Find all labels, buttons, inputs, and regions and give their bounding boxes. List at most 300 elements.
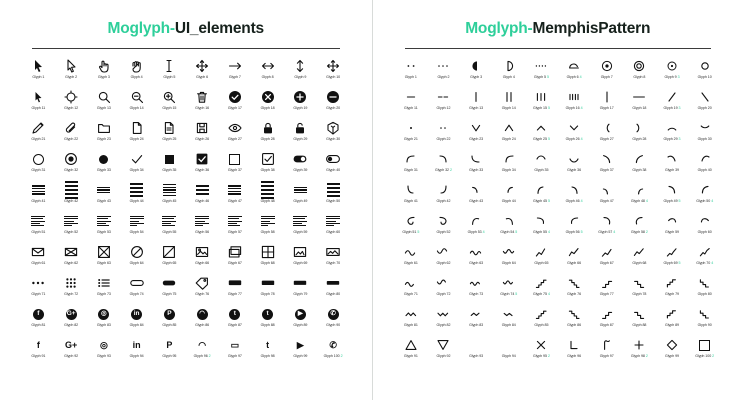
glyph-cell[interactable] bbox=[284, 117, 317, 148]
glyph-cell[interactable] bbox=[492, 334, 525, 365]
glyph-caption-number: Glyph 75 bbox=[162, 292, 177, 296]
glyph-caption-number: Glyph 65 bbox=[534, 261, 549, 265]
glyph-cell[interactable] bbox=[317, 303, 350, 334]
glyph-cell[interactable] bbox=[22, 179, 55, 210]
glyph-caption-number: Glyph 11 bbox=[31, 106, 46, 110]
glyph-cell[interactable] bbox=[395, 55, 428, 86]
glyph-caption bbox=[130, 355, 144, 359]
glyph-cell[interactable] bbox=[525, 55, 558, 86]
glyph-cell[interactable] bbox=[688, 210, 721, 241]
glyph-cell[interactable] bbox=[88, 148, 121, 179]
glyph-cell[interactable] bbox=[251, 241, 284, 272]
glyph-cell[interactable] bbox=[120, 303, 153, 334]
pinterest-icon: P bbox=[166, 339, 173, 350]
glyph-cell[interactable] bbox=[55, 210, 88, 241]
image-wide-icon bbox=[317, 243, 350, 261]
glyph-cell[interactable] bbox=[427, 148, 460, 179]
circle-outline-icon bbox=[22, 150, 55, 168]
glyph-cell[interactable] bbox=[623, 272, 656, 303]
glyph-cell[interactable] bbox=[525, 303, 558, 334]
glyph-caption-number: Glyph 27 bbox=[599, 137, 614, 141]
glyph-cell[interactable] bbox=[22, 148, 55, 179]
glyph-cell[interactable] bbox=[558, 148, 591, 179]
glyph-cell[interactable] bbox=[22, 55, 55, 86]
glyph-cell[interactable] bbox=[460, 55, 493, 86]
glyph-cell[interactable] bbox=[656, 55, 689, 86]
glyph-cell[interactable] bbox=[55, 303, 88, 334]
glyph-cell[interactable] bbox=[623, 117, 656, 148]
staircase-2-icon bbox=[558, 305, 591, 323]
glyph-caption bbox=[632, 324, 646, 328]
glyph-cell[interactable] bbox=[153, 179, 186, 210]
hook-8-icon bbox=[623, 181, 656, 199]
glyph-caption-number: Glyph 38 bbox=[632, 168, 647, 172]
glyph-caption-number: Glyph 80 bbox=[697, 292, 712, 296]
glyph-cell[interactable] bbox=[460, 334, 493, 365]
glyph-cell[interactable] bbox=[251, 86, 284, 117]
glyph-caption bbox=[567, 355, 581, 359]
glyph-cell[interactable] bbox=[88, 86, 121, 117]
glyph-cell[interactable] bbox=[88, 241, 121, 272]
glyph-caption bbox=[404, 355, 418, 359]
glyph-caption-number: Glyph 6 bbox=[566, 75, 579, 79]
glyph-cell[interactable] bbox=[427, 86, 460, 117]
glyph-cell[interactable] bbox=[55, 117, 88, 148]
glyph-cell[interactable] bbox=[656, 210, 689, 241]
glyph-caption bbox=[533, 293, 550, 297]
glyph-cell[interactable] bbox=[186, 148, 219, 179]
curve-9-icon bbox=[656, 150, 689, 168]
glyph-caption bbox=[261, 355, 275, 359]
zigzag-rise-6-icon bbox=[688, 243, 721, 261]
pinterest-circle-icon: P bbox=[153, 305, 186, 323]
glyph-cell[interactable] bbox=[492, 241, 525, 272]
glyph-cell[interactable] bbox=[219, 148, 252, 179]
glyph-caption-number: Glyph 56 bbox=[565, 230, 580, 234]
glyph-cell[interactable] bbox=[120, 272, 153, 303]
glyph-cell[interactable] bbox=[55, 241, 88, 272]
glyph-cell[interactable] bbox=[427, 210, 460, 241]
glyph-cell[interactable] bbox=[317, 179, 350, 210]
glyph-caption bbox=[600, 355, 614, 359]
glyph-cell[interactable] bbox=[623, 241, 656, 272]
glyph-cell[interactable] bbox=[623, 210, 656, 241]
glyph-cell[interactable] bbox=[219, 86, 252, 117]
glyph-cell[interactable] bbox=[284, 179, 317, 210]
glyph-cell[interactable] bbox=[395, 117, 428, 148]
glyph-cell[interactable] bbox=[153, 303, 186, 334]
glyph-cell[interactable] bbox=[251, 210, 284, 241]
glyph-caption-tag: 5 bbox=[678, 199, 681, 203]
glyph-cell[interactable] bbox=[558, 272, 591, 303]
glyph-cell[interactable] bbox=[623, 86, 656, 117]
glyph-cell[interactable] bbox=[558, 55, 591, 86]
glyph-cell[interactable] bbox=[22, 334, 55, 365]
glyph-cell[interactable] bbox=[153, 55, 186, 86]
glyph-caption bbox=[262, 76, 274, 80]
glyph-cell[interactable] bbox=[317, 55, 350, 86]
dots-grid-icon bbox=[55, 274, 88, 292]
glyph-caption bbox=[502, 107, 516, 111]
envelope-icon bbox=[22, 243, 55, 261]
glyph-cell[interactable] bbox=[88, 210, 121, 241]
glyph-cell[interactable] bbox=[395, 241, 428, 272]
glyph-cell[interactable] bbox=[120, 179, 153, 210]
glyph-cell[interactable] bbox=[219, 210, 252, 241]
glyph-cell[interactable] bbox=[590, 303, 623, 334]
glyph-cell[interactable] bbox=[284, 210, 317, 241]
glyph-cell[interactable] bbox=[427, 303, 460, 334]
glyph-cell[interactable] bbox=[590, 210, 623, 241]
glyph-cell[interactable] bbox=[395, 148, 428, 179]
glyph-caption bbox=[195, 324, 209, 328]
glyph-cell[interactable] bbox=[558, 334, 591, 365]
linkedin-circle-icon: in bbox=[120, 305, 153, 323]
glyph-cell[interactable] bbox=[525, 117, 558, 148]
glyph-cell[interactable] bbox=[395, 210, 428, 241]
glyph-cell[interactable] bbox=[688, 55, 721, 86]
glyph-cell[interactable] bbox=[492, 117, 525, 148]
glyph-cell[interactable] bbox=[492, 272, 525, 303]
glyph-cell[interactable] bbox=[55, 272, 88, 303]
glyph-cell[interactable] bbox=[492, 55, 525, 86]
glyph-cell[interactable] bbox=[688, 148, 721, 179]
glyph-cell[interactable] bbox=[22, 210, 55, 241]
glyph-cell[interactable] bbox=[186, 210, 219, 241]
panel-title-name: MemphisPattern bbox=[532, 20, 651, 37]
glyph-cell[interactable] bbox=[251, 303, 284, 334]
glyph-cell[interactable] bbox=[317, 148, 350, 179]
glyph-caption bbox=[469, 138, 483, 142]
glyph-caption-number: Glyph 61 bbox=[31, 261, 46, 265]
glyph-cell[interactable] bbox=[492, 179, 525, 210]
glyph-cell[interactable] bbox=[460, 303, 493, 334]
glyph-cell[interactable] bbox=[153, 210, 186, 241]
glyph-cell[interactable] bbox=[525, 241, 558, 272]
glyph-cell[interactable] bbox=[590, 148, 623, 179]
glyph-cell[interactable] bbox=[427, 55, 460, 86]
glyph-caption-number: Glyph 69 bbox=[293, 261, 308, 265]
diamond-outline-icon bbox=[656, 336, 689, 354]
glyph-cell[interactable] bbox=[688, 334, 721, 365]
glyph-cell[interactable] bbox=[688, 117, 721, 148]
glyph-cell[interactable] bbox=[623, 334, 656, 365]
glyph-cell[interactable] bbox=[688, 179, 721, 210]
glyph-cell[interactable] bbox=[590, 86, 623, 117]
glyph-caption bbox=[31, 200, 45, 204]
glyph-cell[interactable] bbox=[22, 86, 55, 117]
glyph-cell[interactable] bbox=[525, 86, 558, 117]
glyph-cell[interactable] bbox=[427, 179, 460, 210]
glyph-caption bbox=[130, 200, 144, 204]
glyph-caption bbox=[64, 107, 78, 111]
glyph-cell[interactable] bbox=[153, 241, 186, 272]
steps-1-icon bbox=[525, 274, 558, 292]
glyph-caption bbox=[261, 324, 275, 328]
glyph-cell[interactable] bbox=[120, 117, 153, 148]
glyph-cell[interactable] bbox=[55, 179, 88, 210]
glyph-cell[interactable] bbox=[153, 148, 186, 179]
glyph-caption-number: Glyph 89 bbox=[293, 323, 308, 327]
glyph-caption-tag: 2 bbox=[645, 230, 648, 234]
glyph-cell[interactable] bbox=[525, 334, 558, 365]
glyph-caption-number: Glyph 37 bbox=[599, 168, 614, 172]
glyph-cell[interactable] bbox=[88, 55, 121, 86]
glyph-cell[interactable] bbox=[590, 334, 623, 365]
glyph-cell[interactable] bbox=[656, 241, 689, 272]
glyph-cell[interactable] bbox=[186, 241, 219, 272]
dash-long-icon bbox=[623, 88, 656, 106]
spiral-10-icon bbox=[688, 212, 721, 230]
glyph-cell[interactable] bbox=[656, 117, 689, 148]
glyph-cell[interactable] bbox=[688, 86, 721, 117]
glyph-cell[interactable] bbox=[88, 272, 121, 303]
glyph-caption-number: Glyph 95 bbox=[162, 354, 177, 358]
glyph-cell[interactable] bbox=[153, 117, 186, 148]
corner-bracket-icon bbox=[558, 336, 591, 354]
glyph-cell[interactable] bbox=[120, 241, 153, 272]
dot-tiny-2-icon bbox=[427, 119, 460, 137]
glyph-cell[interactable] bbox=[120, 210, 153, 241]
zigzag-small-1-icon bbox=[395, 305, 428, 323]
glyph-cell[interactable] bbox=[88, 334, 121, 365]
glyph-caption bbox=[162, 231, 176, 235]
glyph-caption-number: Glyph 89 bbox=[665, 323, 679, 327]
wave-7-icon bbox=[460, 274, 493, 292]
pill-button-2-icon bbox=[153, 274, 186, 292]
glyph-cell[interactable] bbox=[186, 303, 219, 334]
glyph-cell[interactable] bbox=[427, 272, 460, 303]
glyph-cell[interactable] bbox=[251, 55, 284, 86]
glyph-cell[interactable] bbox=[219, 179, 252, 210]
glyph-caption-number: Glyph 88 bbox=[632, 323, 647, 327]
glyph-cell[interactable] bbox=[623, 303, 656, 334]
glyph-caption-number: Glyph 9 bbox=[664, 75, 677, 79]
glyph-cell[interactable] bbox=[590, 117, 623, 148]
glyph-cell[interactable] bbox=[22, 272, 55, 303]
glyph-cell[interactable] bbox=[492, 303, 525, 334]
glyph-cell[interactable] bbox=[492, 86, 525, 117]
glyph-cell[interactable] bbox=[251, 117, 284, 148]
glyph-cell[interactable] bbox=[186, 55, 219, 86]
glyph-cell[interactable] bbox=[590, 55, 623, 86]
glyph-caption-number: Glyph 58 bbox=[630, 230, 645, 234]
glyph-cell[interactable] bbox=[460, 241, 493, 272]
glyph-caption bbox=[162, 138, 176, 142]
glyph-cell[interactable] bbox=[284, 303, 317, 334]
glyph-cell[interactable] bbox=[623, 179, 656, 210]
glyph-caption bbox=[31, 262, 45, 266]
glyph-cell[interactable] bbox=[558, 117, 591, 148]
glyph-cell[interactable] bbox=[656, 179, 689, 210]
glyph-caption bbox=[228, 169, 242, 173]
glyph-caption bbox=[534, 324, 548, 328]
glyph-cell[interactable] bbox=[656, 86, 689, 117]
glyph-cell[interactable] bbox=[22, 241, 55, 272]
dash-pair-icon bbox=[427, 88, 460, 106]
move-arrows-icon bbox=[186, 57, 219, 75]
staircase-6-icon bbox=[688, 305, 721, 323]
glyph-cell[interactable] bbox=[186, 179, 219, 210]
glyph-caption bbox=[326, 107, 340, 111]
glyph-cell[interactable] bbox=[22, 117, 55, 148]
glyph-cell[interactable] bbox=[656, 272, 689, 303]
glyph-cell[interactable] bbox=[88, 303, 121, 334]
glyph-cell[interactable] bbox=[395, 303, 428, 334]
glyph-cell[interactable] bbox=[186, 86, 219, 117]
glyph-cell[interactable] bbox=[55, 334, 88, 365]
glyph-caption-tag: 4 bbox=[547, 292, 550, 296]
glyph-cell[interactable] bbox=[395, 334, 428, 365]
glyph-caption bbox=[195, 262, 209, 266]
glyph-cell[interactable] bbox=[460, 148, 493, 179]
glyph-cell[interactable] bbox=[317, 86, 350, 117]
glyph-cell[interactable] bbox=[427, 241, 460, 272]
glyph-caption bbox=[97, 107, 111, 111]
glyph-cell[interactable] bbox=[558, 179, 591, 210]
glyph-caption bbox=[533, 231, 550, 235]
glyph-cell[interactable] bbox=[88, 117, 121, 148]
glyph-cell[interactable] bbox=[688, 272, 721, 303]
glyph-caption bbox=[469, 169, 483, 173]
glyph-cell[interactable] bbox=[88, 179, 121, 210]
glyph-cell[interactable] bbox=[153, 334, 186, 365]
glyph-cell[interactable] bbox=[284, 86, 317, 117]
glyph-cell[interactable] bbox=[525, 210, 558, 241]
glyph-cell[interactable] bbox=[590, 241, 623, 272]
glyph-caption bbox=[326, 293, 340, 297]
glyph-cell[interactable] bbox=[55, 86, 88, 117]
glyph-cell[interactable] bbox=[251, 334, 284, 365]
glyph-cell[interactable] bbox=[219, 334, 252, 365]
bars-dashed-10-icon bbox=[317, 181, 350, 199]
minus-circle-icon bbox=[317, 88, 350, 106]
glyph-cell[interactable] bbox=[395, 86, 428, 117]
glyph-cell[interactable] bbox=[427, 334, 460, 365]
curve-4-icon bbox=[492, 150, 525, 168]
glyph-cell[interactable] bbox=[153, 272, 186, 303]
glyph-cell[interactable] bbox=[525, 179, 558, 210]
glyph-caption-number: Glyph 99 bbox=[293, 354, 308, 358]
glyph-cell[interactable] bbox=[460, 210, 493, 241]
glyph-cell[interactable] bbox=[656, 334, 689, 365]
glyph-caption-number: Glyph 65 bbox=[162, 261, 177, 265]
glyph-cell[interactable] bbox=[558, 303, 591, 334]
glyph-cell[interactable] bbox=[317, 334, 350, 365]
zigzag-rise-2-icon bbox=[558, 243, 591, 261]
arrows-horizontal-icon bbox=[251, 57, 284, 75]
glyph-caption-number: Glyph 16 bbox=[195, 106, 210, 110]
glyph-cell[interactable] bbox=[558, 210, 591, 241]
glyph-cell[interactable] bbox=[120, 148, 153, 179]
glyph-caption-number: Glyph 97 bbox=[599, 354, 614, 358]
glyph-cell[interactable] bbox=[55, 148, 88, 179]
glyph-cell[interactable] bbox=[251, 272, 284, 303]
glyph-cell[interactable] bbox=[120, 86, 153, 117]
glyph-cell[interactable] bbox=[395, 179, 428, 210]
glyph-caption bbox=[229, 76, 241, 80]
glyph-cell[interactable] bbox=[219, 55, 252, 86]
glyph-cell[interactable] bbox=[284, 334, 317, 365]
glyph-cell[interactable] bbox=[317, 210, 350, 241]
half-disc-left-icon bbox=[460, 57, 493, 75]
glyph-cell[interactable] bbox=[153, 86, 186, 117]
glyph-cell[interactable] bbox=[251, 148, 284, 179]
glyph-cell[interactable] bbox=[460, 117, 493, 148]
glyph-caption bbox=[324, 355, 343, 359]
text-lines-8-icon bbox=[251, 212, 284, 230]
glyph-cell[interactable] bbox=[186, 334, 219, 365]
glyph-caption-number: Glyph 46 bbox=[195, 199, 210, 203]
glyph-cell[interactable] bbox=[460, 272, 493, 303]
glyph-cell[interactable] bbox=[120, 55, 153, 86]
glyph-caption bbox=[695, 355, 714, 359]
glyph-cell[interactable] bbox=[219, 241, 252, 272]
glyph-cell[interactable] bbox=[317, 272, 350, 303]
glyph-cell[interactable] bbox=[317, 241, 350, 272]
glyph-caption-number: Glyph 28 bbox=[260, 137, 275, 141]
glyph-cell[interactable] bbox=[525, 272, 558, 303]
glyph-caption-tag: 5 bbox=[547, 106, 550, 110]
triangle-outline-icon bbox=[395, 336, 428, 354]
glyph-cell[interactable] bbox=[460, 86, 493, 117]
glyph-cell[interactable] bbox=[590, 272, 623, 303]
glyph-cell[interactable] bbox=[688, 241, 721, 272]
glyph-cell[interactable] bbox=[219, 272, 252, 303]
glyph-cell[interactable] bbox=[525, 148, 558, 179]
glyph-cell[interactable] bbox=[219, 303, 252, 334]
glyph-cell[interactable] bbox=[656, 148, 689, 179]
glyph-cell[interactable] bbox=[395, 272, 428, 303]
glyph-caption-number: Glyph 80 bbox=[326, 292, 341, 296]
image-frame-icon bbox=[284, 243, 317, 261]
glyph-cell[interactable] bbox=[186, 117, 219, 148]
glyph-cell[interactable] bbox=[186, 272, 219, 303]
glyph-cell[interactable] bbox=[284, 55, 317, 86]
glyph-cell[interactable] bbox=[460, 179, 493, 210]
glyph-cell[interactable] bbox=[22, 303, 55, 334]
glyph-cell[interactable] bbox=[558, 241, 591, 272]
glyph-cell[interactable] bbox=[656, 303, 689, 334]
glyph-caption bbox=[404, 293, 418, 297]
glyph-cell[interactable] bbox=[219, 117, 252, 148]
arrow-right-icon bbox=[219, 57, 252, 75]
glyph-cell[interactable] bbox=[284, 148, 317, 179]
glyph-cell[interactable] bbox=[492, 210, 525, 241]
glyph-cell[interactable] bbox=[55, 55, 88, 86]
glyph-cell[interactable] bbox=[558, 86, 591, 117]
glyph-cell[interactable] bbox=[317, 117, 350, 148]
curve-8-icon bbox=[623, 150, 656, 168]
glyph-cell[interactable] bbox=[623, 148, 656, 179]
glyph-caption-number: Glyph 24 bbox=[129, 137, 144, 141]
glyph-cell[interactable] bbox=[492, 148, 525, 179]
glyph-cell[interactable] bbox=[623, 55, 656, 86]
glyph-cell[interactable] bbox=[120, 334, 153, 365]
curve-7-icon bbox=[590, 150, 623, 168]
glyph-cell[interactable] bbox=[251, 179, 284, 210]
glyph-cell[interactable] bbox=[284, 272, 317, 303]
glyph-caption-number: Glyph 84 bbox=[501, 323, 516, 327]
glyph-cell[interactable] bbox=[284, 241, 317, 272]
glyph-cell[interactable] bbox=[427, 117, 460, 148]
glyph-caption-number: Glyph 51 bbox=[402, 230, 417, 234]
glyph-cell[interactable] bbox=[688, 303, 721, 334]
glyph-caption-number: Glyph 93 bbox=[96, 354, 111, 358]
panel-title-name: UI_elements bbox=[174, 20, 264, 37]
glyph-cell[interactable] bbox=[590, 179, 623, 210]
wave-5-icon bbox=[395, 274, 428, 292]
